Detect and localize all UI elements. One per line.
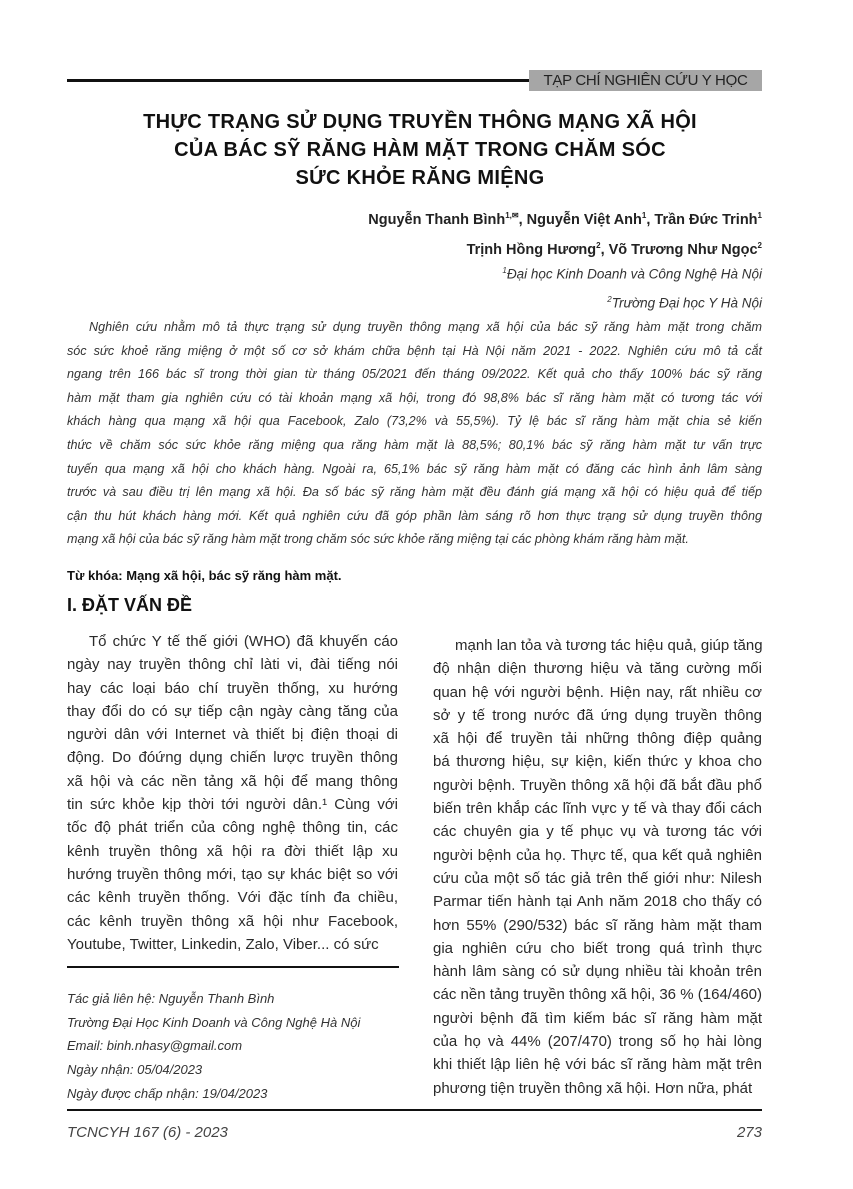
affiliations bbox=[502, 258, 762, 315]
text-line: xã hội để truyền tải những thông điệp quảng bbox=[433, 730, 762, 748]
text-line: hàm mặt tham gia nghiên cứu có tài khoản mạng xã hội, trong đó 98,8% bác sĩ răng hàm mặt có tương tác với bbox=[67, 390, 762, 405]
keywords: Từ khóa: Mạng xã hội, bác sỹ răng hàm mặt. bbox=[67, 568, 342, 583]
affiliation: $^1$Đại học Kinh Doanh và Công Nghệ Hà Nội bbox=[502, 266, 762, 282]
author-affiliation-mark: 2 bbox=[596, 240, 601, 250]
text-line: Youtube, Twitter, Linkedin, Zalo, Viber... có sức bbox=[67, 935, 379, 953]
text-line: các kênh truyền thống. Với đặc tính đa chiều, bbox=[67, 889, 398, 907]
title-line: SỨC KHỎE RĂNG MIỆNG bbox=[295, 167, 545, 189]
text-line: thay đổi do có sự tiếp cận ngày càng tăng của bbox=[67, 702, 398, 720]
title-line: THỰC TRẠNG SỬ DỤNG TRUYỀN THÔNG MẠNG XÃ HỘI bbox=[143, 111, 697, 133]
article-title bbox=[60, 108, 780, 192]
text-line: người bệnh của họ. Thực tế, qua kết quả nghiên bbox=[433, 846, 762, 864]
text-line: kênh truyền thông xã hội ra đời thiết lập xu bbox=[67, 842, 398, 860]
text-line: người dân với Internet và thiết bị điện thoại di bbox=[67, 726, 398, 744]
text-line: người bệnh đã tìm kiếm bác sĩ răng hàm mặt bbox=[433, 1009, 762, 1027]
text-line: gia nghiên cứu cho biết trong quá trình thực bbox=[433, 939, 762, 957]
text-line: người bệnh. Truyền thông xã hội đã bắt đầu phổ bbox=[433, 776, 762, 794]
author-name: , Võ Trương Như Ngọc bbox=[600, 241, 758, 258]
affiliation: $^2$Trường Đại học Y Hà Nội bbox=[607, 294, 762, 310]
text-line: khách hàng qua mạng xã hội qua Facebook, Zalo (73,2% và 55,5%). Tỷ lệ bác sĩ răng hàm mặt chia sẻ kiến bbox=[67, 414, 762, 429]
page-number: 273 bbox=[736, 1124, 762, 1141]
author-name: , Trần Đức Trinh bbox=[646, 211, 758, 228]
text-line: trước và sau điều trị lên mạng xã hội. Đa số bác sỹ răng hàm mặt đều đánh giá mạng xã hội có hiệu quả để tiếp bbox=[67, 485, 762, 500]
text-line: các chuyên gia y tế phục vụ và tương tác với bbox=[433, 823, 762, 841]
author-affiliation-mark: 1,✉ bbox=[505, 211, 519, 220]
text-line: thức về chăm sóc sức khỏe răng miệng qua răng hàm mặt là 88,5%; 80,1% bác sỹ răng hàm mặt tư vấn trực bbox=[67, 437, 762, 452]
text-line: hướng truyền thông mới, tạo sự khác biệt so với bbox=[67, 865, 398, 883]
text-line: tuyến qua mạng xã hội cho khách hàng. Ngoài ra, 65,1% bác sỹ răng hàm mặt có đăng các hình ảnh lâm sàng bbox=[67, 461, 762, 476]
text-line: độ nhận diện thương hiệu và tăng cường mối bbox=[433, 660, 762, 678]
text-line: các nền tảng truyền thông xã hội, 36 % (164/460) bbox=[433, 986, 762, 1004]
author-name: Nguyễn Thanh Bình bbox=[368, 211, 506, 228]
text-line: tin sức khỏe kịp thời tới người dân.¹ Cùng với bbox=[67, 796, 398, 814]
author-line bbox=[368, 203, 762, 233]
journal-citation: TCNCYH 167 (6) - 2023 bbox=[67, 1124, 228, 1141]
text-line: động. Do đóứng dụng chiến lược truyền thông bbox=[67, 749, 398, 767]
text-line: xã hội và các nền tảng xã hội để mang thông bbox=[67, 772, 398, 790]
text-line: hay các loại báo chí truyền thống, xu hướng bbox=[67, 679, 398, 697]
text-line: sở y tế trong nước đã ứng dụng truyền thông bbox=[433, 706, 762, 724]
text-line: quan hệ với người bệnh. Hiện nay, rất nhiều cơ bbox=[433, 683, 762, 701]
title-line: CỦA BÁC SỸ RĂNG HÀM MẶT TRONG CHĂM SÓC bbox=[174, 139, 666, 161]
received-date: Ngày nhận: 05/04/2023 bbox=[67, 1062, 203, 1078]
section-heading: I. ĐẶT VẤN ĐỀ bbox=[67, 595, 193, 615]
text-line: sóc sức khoẻ răng miệng ở một số cơ sở khám chữa bệnh tại Hà Nội năm 2021 - 2022. Nghiên cứu mô tả cắt bbox=[67, 343, 762, 358]
header-rule bbox=[67, 79, 529, 82]
text-line: Parmar tiến hành tại Anh năm 2018 cho thấy có bbox=[433, 893, 762, 911]
text-line: biến trên khắp các lĩnh vực y tế và thay đổi cách bbox=[433, 800, 762, 818]
author-affiliation-mark: 1 bbox=[641, 211, 647, 220]
text-line: Nghiên cứu nhằm mô tả thực trạng sử dụng truyền thông mạng xã hội của bác sỹ răng hàm mặt trong chăm bbox=[89, 320, 762, 334]
text-line: bá thương hiệu, sự kiện, kiến thức y khoa cho bbox=[433, 753, 762, 771]
journal-name: TẠP CHÍ NGHIÊN CỨU Y HỌC bbox=[529, 70, 762, 91]
text-line: mạnh lan tỏa và tương tác hiệu quả, giúp tăng bbox=[455, 637, 763, 654]
text-line: các kênh truyền thông xã hội như Facebook, bbox=[67, 912, 398, 930]
footnote-rule bbox=[67, 966, 399, 968]
text-line: Tổ chức Y tế thế giới (WHO) đã khuyến cáo bbox=[89, 633, 398, 650]
body-column-right bbox=[433, 634, 762, 1100]
author-name: Trịnh Hồng Hương bbox=[466, 241, 597, 258]
text-line: ngang trên 166 bác sĩ trong thời gian từ tháng 05/2021 đến tháng 09/2022. Kết quả cho thấy 100% bác sỹ răng bbox=[67, 367, 762, 382]
author-institution: Trường Đại Học Kinh Doanh và Công Nghệ Hà Nội bbox=[67, 1014, 361, 1030]
text-line: hơn 55% (290/532) bác sĩ răng hàm mặt tham bbox=[433, 916, 762, 934]
author-affiliation-mark: 1 bbox=[757, 211, 762, 220]
accepted-date: Ngày được chấp nhận: 19/04/2023 bbox=[67, 1085, 268, 1101]
text-line: khi thiết lập liên hệ với bác sĩ răng hàm mặt trên bbox=[433, 1056, 762, 1074]
author-email: Email: binh.nhasy@gmail.com bbox=[67, 1038, 243, 1054]
text-line: mạng xã hội của bác sỹ răng hàm mặt trong chăm sóc sức khỏe răng miệng tại các phòng khám răng hàm mặt. bbox=[67, 532, 689, 547]
author-list bbox=[368, 203, 762, 263]
text-line: cận thu hút khách hàng mới. Kết quả nghiên cứu đã góp phần làm sáng rõ hơn thực trạng sử dụng truyền thông bbox=[67, 508, 762, 523]
author-name: , Nguyễn Việt Anh bbox=[518, 211, 642, 228]
footer-rule bbox=[67, 1109, 762, 1111]
abstract bbox=[67, 316, 762, 552]
body-column-left bbox=[67, 630, 398, 956]
text-line: của họ và 44% (207/470) trong số họ hài lòng bbox=[433, 1033, 762, 1051]
correspondence-footnote bbox=[67, 987, 360, 1106]
corresponding-author: Tác giả liên hệ: Nguyễn Thanh Bình bbox=[67, 991, 275, 1006]
text-line: tốc độ phát triển của công nghệ thông tin, các bbox=[67, 819, 398, 837]
text-line: ngày nay truyền thông chỉ làti vi, đài tiếng nói bbox=[67, 656, 398, 674]
text-line: hành lâm sàng có sử dụng nhiều tài khoản trên bbox=[433, 963, 762, 981]
text-line: phương tiện truyền thông xã hội. Hơn nữa, phát bbox=[433, 1079, 753, 1097]
author-affiliation-mark: 2 bbox=[757, 240, 762, 250]
text-line: cứu của một số tác giả trên thế giới như: Nilesh bbox=[433, 869, 762, 887]
